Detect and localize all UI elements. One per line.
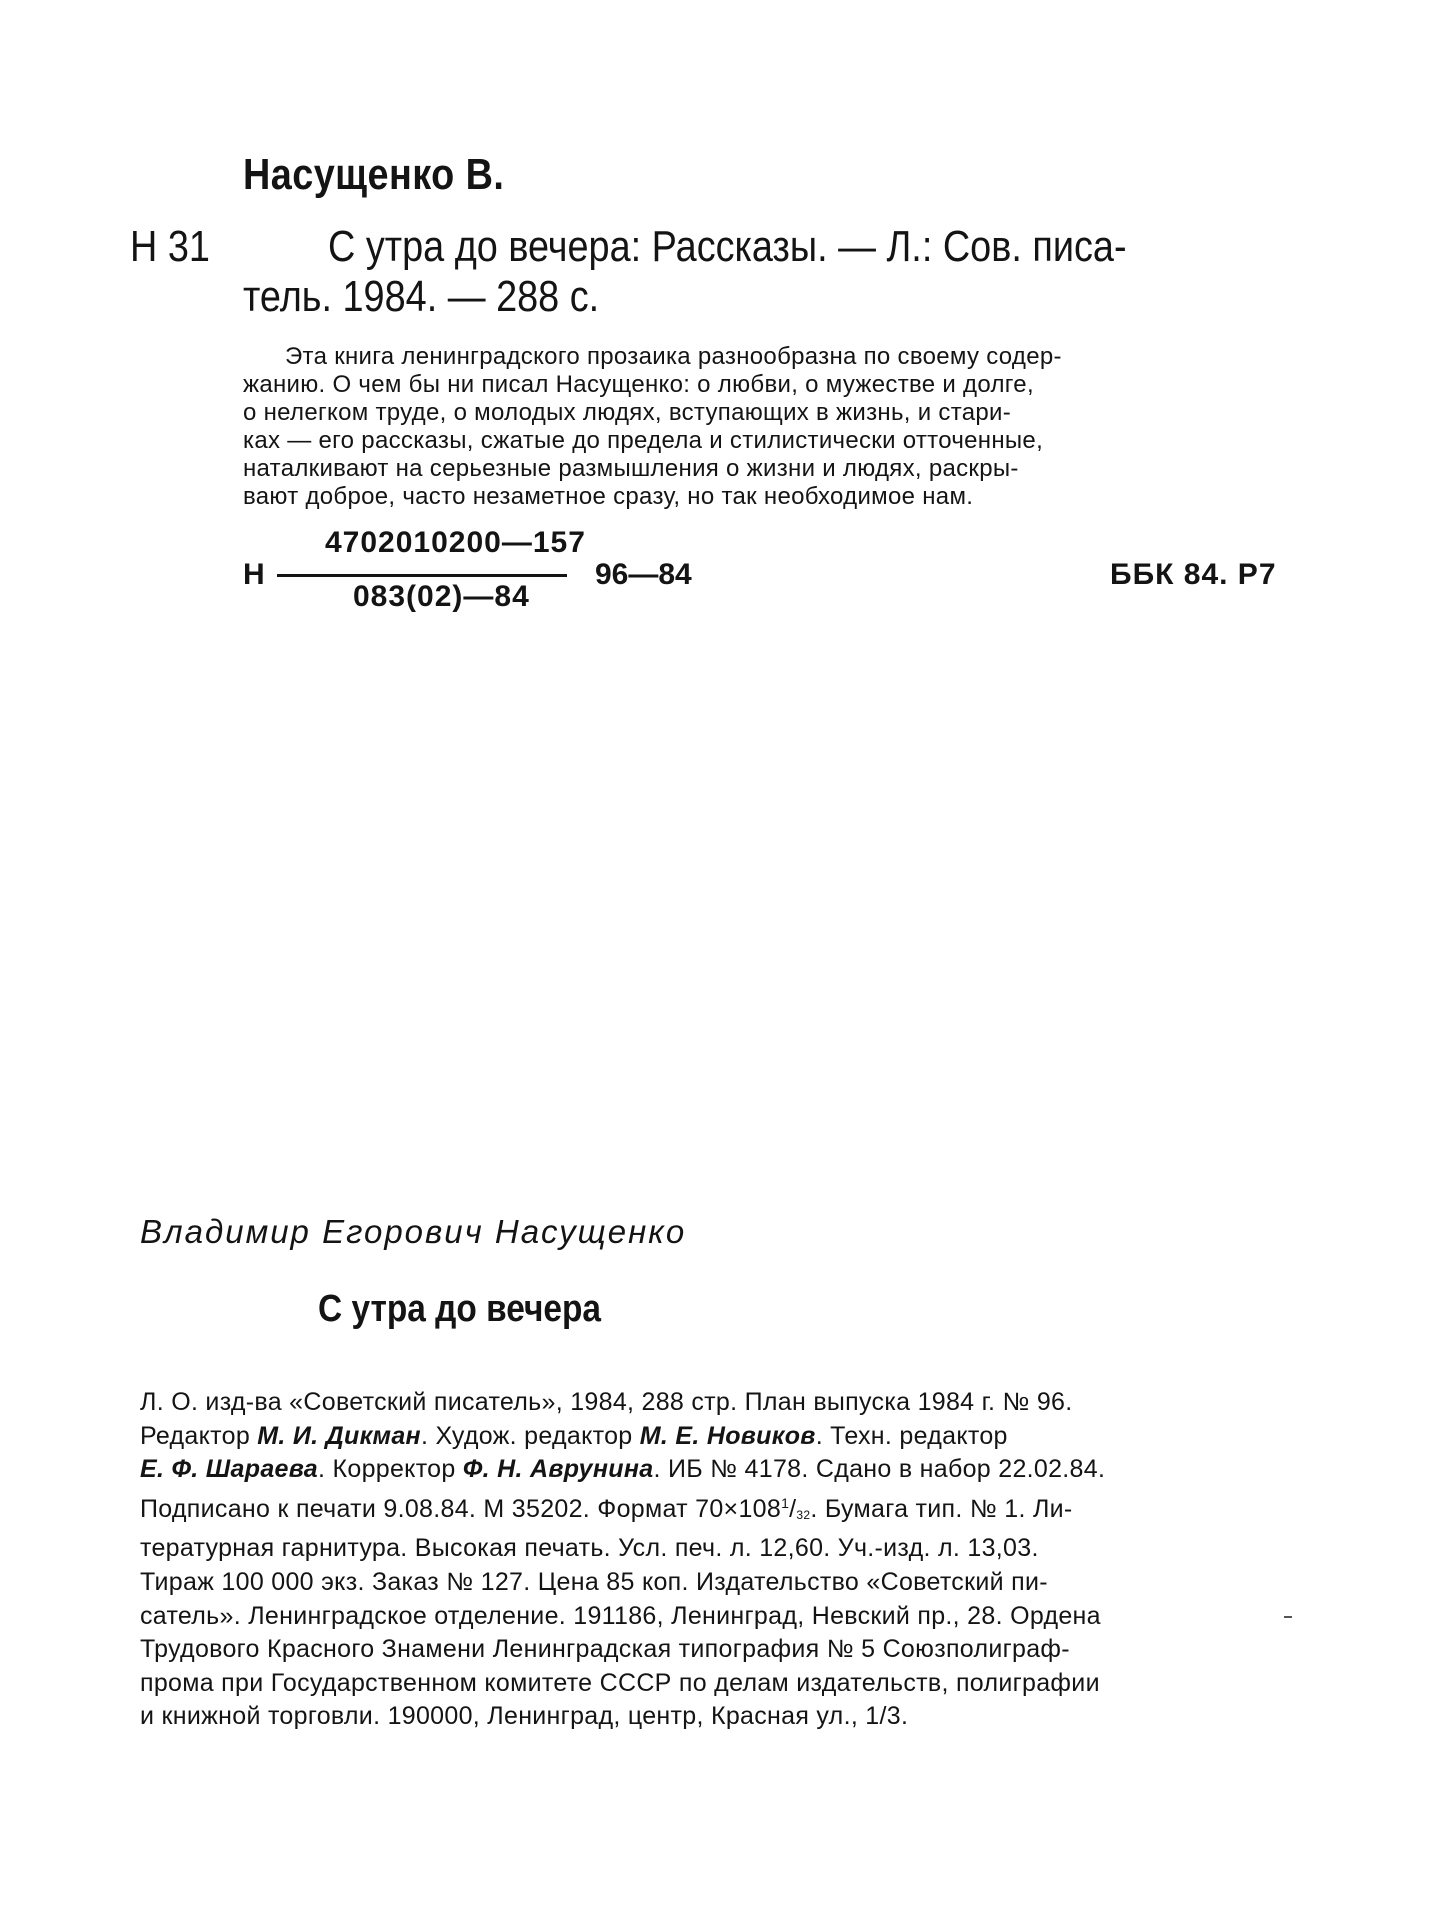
- index-numerator: 4702010200—157: [325, 526, 586, 559]
- index-fraction: [277, 526, 793, 616]
- bbk-code: ББК 84. Р7: [1110, 558, 1277, 591]
- colophon-line: Е. Ф. Шараева. Корректор Ф. Н. Аврунина. ИБ № 4178. Сдано в набор 22.02.84.: [140, 1455, 1106, 1484]
- colophon-line: прома при Государственном комитете СССР по делам издательств, полиграфии: [140, 1668, 1100, 1697]
- colophon-line: Л. О. изд-ва «Советский писатель», 1984, 288 стр. План выпуска 1984 г. № 96.: [140, 1388, 1073, 1416]
- annotation-line: наталкивают на серьезные размышления о жизни и людях, раскры-: [243, 455, 1019, 482]
- colophon-line: и книжной торговли. 190000, Ленинград, центр, Красная ул., 1/3.: [140, 1702, 909, 1731]
- annotation-line: о нелегком труде, о молодых людях, вступающих в жизнь, и стари-: [243, 399, 1012, 426]
- staff-name: М. И. Дикман: [257, 1421, 421, 1450]
- annotation-line: жанию. О чем бы ни писал Насущенко: о любви, о мужестве и долге,: [243, 371, 1034, 398]
- staff-name: М. Е. Новиков: [639, 1421, 816, 1450]
- fraction-bar: [277, 574, 567, 577]
- staff-name: Ф. Н. Аврунина: [462, 1455, 654, 1484]
- index-tail: 96—84: [595, 558, 692, 591]
- staff-name: Е. Ф. Шараева: [140, 1455, 319, 1484]
- biblio-title-line: С утра до вечера: Рассказы. — Л.: Сов. писа-: [328, 222, 1127, 271]
- biblio-publisher-line: тель. 1984. — 288 с.: [243, 272, 600, 321]
- annotation-line: вают доброе, часто незаметное сразу, но так необходимое нам.: [243, 483, 974, 510]
- index-letter: Н: [243, 558, 265, 591]
- print-speck: [1284, 1616, 1292, 1618]
- call-number: Н 31: [130, 222, 210, 271]
- annotation: [243, 343, 1165, 511]
- index-denominator: 083(02)—84: [353, 580, 530, 613]
- colophon-line: Трудового Красного Знамени Ленинградская типография № 5 Союзполиграф-: [140, 1635, 1070, 1664]
- card-author-heading: Насущенко В.: [243, 150, 505, 199]
- imprint-author: Владимир Егорович Насущенко: [140, 1213, 687, 1250]
- annotation-line: Эта книга ленинградского прозаика разнообразна по своему содер-: [285, 343, 1062, 370]
- imprint-title: С утра до вечера: [318, 1288, 602, 1330]
- colophon-line: Тираж 100 000 экз. Заказ № 127. Цена 85 коп. Издательство «Советский пи-: [140, 1567, 1048, 1596]
- colophon-line: сатель». Ленинградское отделение. 191186, Ленинград, Невский пр., 28. Ордена: [140, 1601, 1101, 1630]
- colophon-line: тературная гарнитура. Высокая печать. Усл. печ. л. 12,60. Уч.-изд. л. 13,03.: [140, 1534, 1039, 1563]
- colophon-line: Подписано к печати 9.08.84. М 35202. Формат $70\times 108^1/_{32}$. Бумага тип. № 1. Ли-: [140, 1494, 1073, 1523]
- colophon-line: Редактор М. И. Дикман. Худож. редактор М. Е. Новиков. Техн. редактор: [140, 1421, 1008, 1450]
- colophon: [140, 1386, 1222, 1734]
- annotation-line: ках — его рассказы, сжатые до предела и стилистически отточенные,: [243, 427, 1044, 454]
